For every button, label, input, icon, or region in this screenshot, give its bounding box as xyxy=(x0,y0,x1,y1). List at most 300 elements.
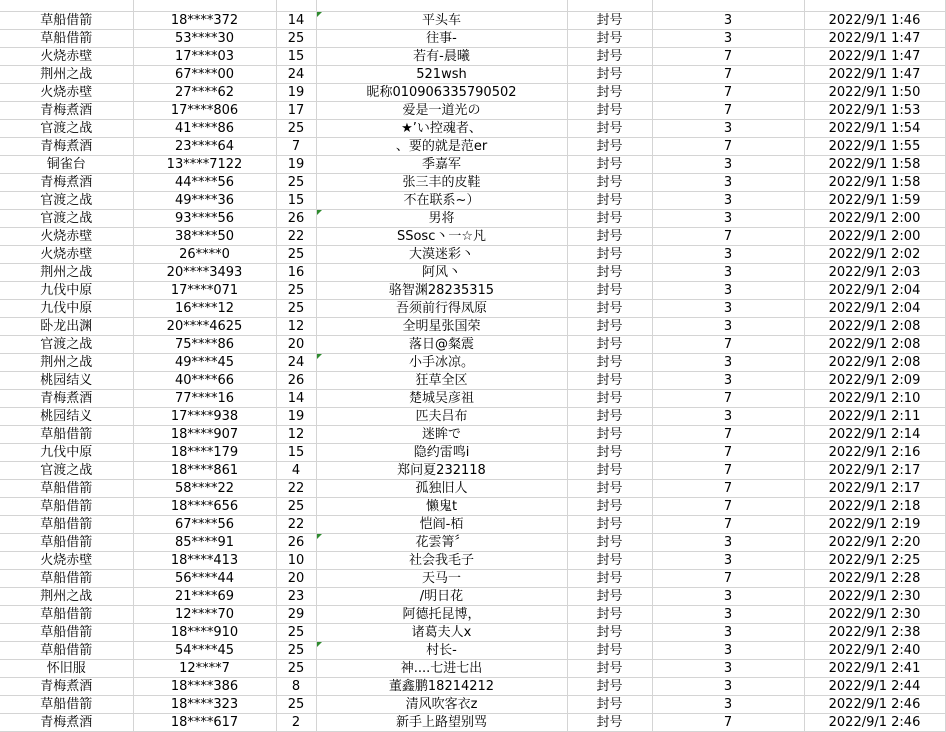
cell-level[interactable]: 15 xyxy=(276,48,316,66)
cell-timestamp[interactable]: 2022/9/1 2:40 xyxy=(804,642,945,660)
cell-phone-masked[interactable] xyxy=(133,0,276,12)
cell-nickname[interactable]: 小手冰凉。 xyxy=(316,354,567,372)
cell-server-area[interactable]: 草船借箭 xyxy=(0,534,133,552)
cell-ban-days[interactable]: 3 xyxy=(652,588,804,606)
cell-level[interactable]: 24 xyxy=(276,66,316,84)
cell-server-area[interactable]: 青梅煮酒 xyxy=(0,102,133,120)
cell-nickname[interactable]: /明日花 xyxy=(316,588,567,606)
cell-status[interactable]: 封号 xyxy=(567,642,652,660)
cell-phone-masked[interactable]: 77****16 xyxy=(133,390,276,408)
cell-nickname[interactable]: 张三丰的皮鞋 xyxy=(316,174,567,192)
cell-status[interactable]: 封号 xyxy=(567,228,652,246)
cell-server-area[interactable]: 青梅煮酒 xyxy=(0,138,133,156)
cell-ban-days[interactable]: 3 xyxy=(652,120,804,138)
cell-server-area[interactable]: 九伐中原 xyxy=(0,300,133,318)
cell-phone-masked[interactable]: 17****03 xyxy=(133,48,276,66)
cell-ban-days[interactable]: 7 xyxy=(652,516,804,534)
cell-status[interactable]: 封号 xyxy=(567,390,652,408)
cell-status[interactable]: 封号 xyxy=(567,660,652,678)
cell-ban-days[interactable]: 3 xyxy=(652,678,804,696)
cell-ban-days[interactable]: 7 xyxy=(652,462,804,480)
cell-ban-days[interactable]: 7 xyxy=(652,444,804,462)
cell-timestamp[interactable]: 2022/9/1 1:54 xyxy=(804,120,945,138)
cell-phone-masked[interactable]: 12****70 xyxy=(133,606,276,624)
table-row xyxy=(0,228,945,246)
cell-ban-days[interactable]: 3 xyxy=(652,246,804,264)
cell-status[interactable]: 封号 xyxy=(567,624,652,642)
cell-timestamp[interactable]: 2022/9/1 2:02 xyxy=(804,246,945,264)
cell-level[interactable]: 22 xyxy=(276,480,316,498)
cell-timestamp[interactable]: 2022/9/1 2:28 xyxy=(804,570,945,588)
cell-phone-masked[interactable]: 67****00 xyxy=(133,66,276,84)
cell-server-area[interactable]: 火烧赤壁 xyxy=(0,246,133,264)
cell-status[interactable]: 封号 xyxy=(567,30,652,48)
cell-level[interactable]: 25 xyxy=(276,30,316,48)
cell-status[interactable]: 封号 xyxy=(567,498,652,516)
cell-server-area[interactable]: 荆州之战 xyxy=(0,588,133,606)
cell-server-area[interactable]: 草船借箭 xyxy=(0,498,133,516)
cell-timestamp[interactable]: 2022/9/1 2:25 xyxy=(804,552,945,570)
cell-timestamp[interactable]: 2022/9/1 2:00 xyxy=(804,228,945,246)
cell-level[interactable]: 12 xyxy=(276,318,316,336)
cell-ban-days[interactable]: 7 xyxy=(652,498,804,516)
cell-level[interactable]: 19 xyxy=(276,84,316,102)
cell-phone-masked[interactable]: 23****64 xyxy=(133,138,276,156)
cell-nickname[interactable]: 天马一 xyxy=(316,570,567,588)
cell-nickname[interactable]: 懒鬼t xyxy=(316,498,567,516)
cell-nickname[interactable]: 诸葛夫人x xyxy=(316,624,567,642)
cell-nickname[interactable]: 全明星张国荣 xyxy=(316,318,567,336)
cell-server-area[interactable]: 铜雀台 xyxy=(0,156,133,174)
cell-phone-masked[interactable]: 17****938 xyxy=(133,408,276,426)
cell-ban-days[interactable]: 7 xyxy=(652,66,804,84)
cell-timestamp[interactable]: 2022/9/1 2:38 xyxy=(804,624,945,642)
cell-nickname[interactable]: 阿风丶 xyxy=(316,264,567,282)
cell-ban-days[interactable]: 3 xyxy=(652,156,804,174)
cell-nickname[interactable]: 匹夫吕布 xyxy=(316,408,567,426)
cell-phone-masked[interactable]: 44****56 xyxy=(133,174,276,192)
cell-timestamp[interactable]: 2022/9/1 1:53 xyxy=(804,102,945,120)
cell-nickname[interactable]: 孤独旧人 xyxy=(316,480,567,498)
cell-timestamp[interactable]: 2022/9/1 2:46 xyxy=(804,714,945,732)
cell-phone-masked[interactable]: 18****656 xyxy=(133,498,276,516)
cell-timestamp[interactable]: 2022/9/1 2:11 xyxy=(804,408,945,426)
cell-timestamp[interactable]: 2022/9/1 1:47 xyxy=(804,30,945,48)
cell-server-area[interactable]: 荆州之战 xyxy=(0,66,133,84)
cell-status[interactable]: 封号 xyxy=(567,588,652,606)
cell-status[interactable]: 封号 xyxy=(567,678,652,696)
cell-level[interactable]: 14 xyxy=(276,12,316,30)
cell-ban-days[interactable]: 7 xyxy=(652,426,804,444)
cell-nickname[interactable]: 吾须前行得凤原 xyxy=(316,300,567,318)
cell-server-area[interactable]: 青梅煮酒 xyxy=(0,174,133,192)
cell-level[interactable]: 25 xyxy=(276,624,316,642)
cell-status[interactable]: 封号 xyxy=(567,696,652,714)
cell-phone-masked[interactable]: 13****7122 xyxy=(133,156,276,174)
cell-timestamp[interactable]: 2022/9/1 2:44 xyxy=(804,678,945,696)
cell-timestamp[interactable]: 2022/9/1 2:30 xyxy=(804,606,945,624)
cell-timestamp[interactable]: 2022/9/1 1:58 xyxy=(804,174,945,192)
cell-ban-days[interactable]: 3 xyxy=(652,660,804,678)
cell-timestamp[interactable]: 2022/9/1 1:59 xyxy=(804,192,945,210)
cell-server-area[interactable]: 官渡之战 xyxy=(0,336,133,354)
cell-phone-masked[interactable]: 54****45 xyxy=(133,642,276,660)
table-row xyxy=(0,660,945,678)
cell-level[interactable]: 8 xyxy=(276,678,316,696)
cell-status[interactable]: 封号 xyxy=(567,516,652,534)
cell-server-area[interactable]: 草船借箭 xyxy=(0,606,133,624)
cell-ban-days[interactable]: 3 xyxy=(652,552,804,570)
cell-timestamp[interactable]: 2022/9/1 2:20 xyxy=(804,534,945,552)
cell-server-area[interactable] xyxy=(0,0,133,12)
cell-phone-masked[interactable]: 18****861 xyxy=(133,462,276,480)
cell-phone-masked[interactable]: 18****386 xyxy=(133,678,276,696)
cell-status[interactable]: 封号 xyxy=(567,264,652,282)
table-row xyxy=(0,0,945,12)
cell-nickname[interactable]: 新手上路望别骂 xyxy=(316,714,567,732)
cell-level[interactable]: 25 xyxy=(276,498,316,516)
cell-nickname[interactable]: 落日@粲震 xyxy=(316,336,567,354)
cell-status[interactable]: 封号 xyxy=(567,174,652,192)
cell-phone-masked[interactable]: 21****69 xyxy=(133,588,276,606)
cell-timestamp[interactable]: 2022/9/1 2:04 xyxy=(804,300,945,318)
cell-nickname[interactable]: 楚城吴彦祖 xyxy=(316,390,567,408)
table-row xyxy=(0,210,945,228)
cell-server-area[interactable]: 草船借箭 xyxy=(0,516,133,534)
cell-level[interactable]: 20 xyxy=(276,570,316,588)
cell-server-area[interactable]: 草船借箭 xyxy=(0,426,133,444)
cell-status[interactable]: 封号 xyxy=(567,426,652,444)
cell-nickname[interactable]: 季嘉军 xyxy=(316,156,567,174)
cell-status[interactable]: 封号 xyxy=(567,282,652,300)
cell-phone-masked[interactable]: 38****50 xyxy=(133,228,276,246)
cell-timestamp[interactable]: 2022/9/1 2:04 xyxy=(804,282,945,300)
cell-level[interactable]: 25 xyxy=(276,660,316,678)
cell-nickname[interactable]: ★’い控魂者、 xyxy=(316,120,567,138)
cell-status[interactable]: 封号 xyxy=(567,12,652,30)
cell-timestamp[interactable] xyxy=(804,0,945,12)
cell-ban-days[interactable]: 3 xyxy=(652,642,804,660)
cell-level[interactable]: 19 xyxy=(276,156,316,174)
cell-status[interactable]: 封号 xyxy=(567,246,652,264)
cell-level[interactable]: 25 xyxy=(276,300,316,318)
cell-nickname[interactable]: 不在联系~） xyxy=(316,192,567,210)
cell-status[interactable]: 封号 xyxy=(567,354,652,372)
cell-server-area[interactable]: 草船借箭 xyxy=(0,570,133,588)
cell-status[interactable]: 封号 xyxy=(567,408,652,426)
cell-phone-masked[interactable]: 18****910 xyxy=(133,624,276,642)
cell-server-area[interactable]: 官渡之战 xyxy=(0,462,133,480)
cell-phone-masked[interactable]: 27****62 xyxy=(133,84,276,102)
cell-server-area[interactable]: 草船借箭 xyxy=(0,642,133,660)
cell-status[interactable]: 封号 xyxy=(567,552,652,570)
cell-server-area[interactable]: 九伐中原 xyxy=(0,444,133,462)
cell-nickname[interactable]: 521wsh xyxy=(316,66,567,84)
cell-timestamp[interactable]: 2022/9/1 1:58 xyxy=(804,156,945,174)
cell-phone-masked[interactable]: 18****372 xyxy=(133,12,276,30)
cell-nickname[interactable]: 清风吹客衣z xyxy=(316,696,567,714)
cell-status[interactable]: 封号 xyxy=(567,336,652,354)
cell-timestamp[interactable]: 2022/9/1 1:47 xyxy=(804,48,945,66)
cell-nickname[interactable]: 恺阎-栢 xyxy=(316,516,567,534)
cell-timestamp[interactable]: 2022/9/1 2:17 xyxy=(804,480,945,498)
cell-ban-days[interactable]: 3 xyxy=(652,264,804,282)
cell-timestamp[interactable]: 2022/9/1 2:14 xyxy=(804,426,945,444)
table-row xyxy=(0,174,945,192)
cell-server-area[interactable]: 桃园结义 xyxy=(0,408,133,426)
cell-nickname[interactable]: 骆智渊28235315 xyxy=(316,282,567,300)
cell-server-area[interactable]: 怀旧服 xyxy=(0,660,133,678)
cell-status[interactable]: 封号 xyxy=(567,156,652,174)
cell-nickname[interactable]: 若有-晨曦 xyxy=(316,48,567,66)
cell-phone-masked[interactable]: 85****91 xyxy=(133,534,276,552)
cell-phone-masked[interactable]: 18****179 xyxy=(133,444,276,462)
cell-status[interactable]: 封号 xyxy=(567,714,652,732)
cell-ban-days[interactable]: 3 xyxy=(652,192,804,210)
cell-status[interactable]: 封号 xyxy=(567,102,652,120)
cell-status[interactable]: 封号 xyxy=(567,444,652,462)
cell-phone-masked[interactable]: 18****907 xyxy=(133,426,276,444)
cell-ban-days[interactable]: 7 xyxy=(652,228,804,246)
cell-level[interactable]: 16 xyxy=(276,264,316,282)
cell-status[interactable]: 封号 xyxy=(567,84,652,102)
cell-server-area[interactable]: 荆州之战 xyxy=(0,354,133,372)
cell-phone-masked[interactable]: 56****44 xyxy=(133,570,276,588)
cell-ban-days[interactable]: 7 xyxy=(652,390,804,408)
cell-ban-days[interactable]: 7 xyxy=(652,570,804,588)
cell-ban-days[interactable]: 3 xyxy=(652,300,804,318)
cell-timestamp[interactable]: 2022/9/1 2:16 xyxy=(804,444,945,462)
cell-ban-days[interactable]: 7 xyxy=(652,138,804,156)
cell-nickname[interactable]: 董鑫鹏18214212 xyxy=(316,678,567,696)
cell-nickname[interactable]: 村长- xyxy=(316,642,567,660)
cell-level[interactable]: 4 xyxy=(276,462,316,480)
cell-level[interactable]: 10 xyxy=(276,552,316,570)
cell-ban-days[interactable]: 7 xyxy=(652,336,804,354)
cell-timestamp[interactable]: 2022/9/1 2:30 xyxy=(804,588,945,606)
cell-nickname[interactable]: 爱是一道光の xyxy=(316,102,567,120)
cell-level[interactable]: 20 xyxy=(276,336,316,354)
cell-timestamp[interactable]: 2022/9/1 2:09 xyxy=(804,372,945,390)
cell-ban-days[interactable]: 3 xyxy=(652,696,804,714)
cell-timestamp[interactable]: 2022/9/1 2:08 xyxy=(804,354,945,372)
cell-phone-masked[interactable]: 18****617 xyxy=(133,714,276,732)
cell-level[interactable]: 29 xyxy=(276,606,316,624)
cell-phone-masked[interactable]: 20****4625 xyxy=(133,318,276,336)
cell-level[interactable]: 12 xyxy=(276,426,316,444)
cell-ban-days[interactable]: 3 xyxy=(652,354,804,372)
cell-level[interactable]: 2 xyxy=(276,714,316,732)
cell-ban-days[interactable]: 3 xyxy=(652,318,804,336)
cell-server-area[interactable]: 官渡之战 xyxy=(0,210,133,228)
cell-server-area[interactable]: 官渡之战 xyxy=(0,192,133,210)
cell-ban-days[interactable] xyxy=(652,0,804,12)
cell-timestamp[interactable]: 2022/9/1 2:08 xyxy=(804,336,945,354)
cell-timestamp[interactable]: 2022/9/1 2:17 xyxy=(804,462,945,480)
cell-nickname[interactable]: 郑问夏232118 xyxy=(316,462,567,480)
cell-phone-masked[interactable]: 18****413 xyxy=(133,552,276,570)
cell-ban-days[interactable]: 3 xyxy=(652,12,804,30)
cell-nickname[interactable]: 男将 xyxy=(316,210,567,228)
cell-ban-days[interactable]: 3 xyxy=(652,408,804,426)
cell-phone-masked[interactable]: 67****56 xyxy=(133,516,276,534)
cell-nickname[interactable]: 狂草全区 xyxy=(316,372,567,390)
cell-timestamp[interactable]: 2022/9/1 2:19 xyxy=(804,516,945,534)
cell-phone-masked[interactable]: 26****0 xyxy=(133,246,276,264)
cell-phone-masked[interactable]: 17****806 xyxy=(133,102,276,120)
cell-status[interactable]: 封号 xyxy=(567,48,652,66)
cell-server-area[interactable]: 火烧赤壁 xyxy=(0,84,133,102)
cell-level[interactable]: 24 xyxy=(276,354,316,372)
cell-level[interactable]: 26 xyxy=(276,534,316,552)
cell-ban-days[interactable]: 3 xyxy=(652,282,804,300)
cell-status[interactable]: 封号 xyxy=(567,570,652,588)
cell-nickname[interactable]: 往事- xyxy=(316,30,567,48)
cell-level[interactable]: 7 xyxy=(276,138,316,156)
cell-server-area[interactable]: 卧龙出渊 xyxy=(0,318,133,336)
cell-level[interactable]: 25 xyxy=(276,174,316,192)
cell-nickname[interactable]: 迷眸で xyxy=(316,426,567,444)
cell-nickname[interactable]: 昵称010906335790502 xyxy=(316,84,567,102)
cell-server-area[interactable]: 草船借箭 xyxy=(0,696,133,714)
cell-status[interactable]: 封号 xyxy=(567,372,652,390)
cell-ban-days[interactable]: 7 xyxy=(652,48,804,66)
cell-server-area[interactable]: 草船借箭 xyxy=(0,480,133,498)
cell-server-area[interactable]: 青梅煮酒 xyxy=(0,390,133,408)
cell-phone-masked[interactable]: 58****22 xyxy=(133,480,276,498)
cell-nickname[interactable]: 大漠迷彩丶 xyxy=(316,246,567,264)
cell-phone-masked[interactable]: 12****7 xyxy=(133,660,276,678)
cell-phone-masked[interactable]: 53****30 xyxy=(133,30,276,48)
cell-level[interactable]: 14 xyxy=(276,390,316,408)
cell-ban-days[interactable]: 7 xyxy=(652,480,804,498)
table-row xyxy=(0,588,945,606)
cell-timestamp[interactable]: 2022/9/1 2:46 xyxy=(804,696,945,714)
cell-ban-days[interactable]: 7 xyxy=(652,714,804,732)
cell-timestamp[interactable]: 2022/9/1 2:41 xyxy=(804,660,945,678)
cell-level[interactable]: 25 xyxy=(276,642,316,660)
cell-server-area[interactable]: 草船借箭 xyxy=(0,12,133,30)
cell-level[interactable]: 25 xyxy=(276,696,316,714)
cell-status[interactable]: 封号 xyxy=(567,138,652,156)
cell-phone-masked[interactable]: 49****36 xyxy=(133,192,276,210)
cell-status[interactable]: 封号 xyxy=(567,318,652,336)
cell-status[interactable] xyxy=(567,0,652,12)
cell-status[interactable]: 封号 xyxy=(567,534,652,552)
cell-nickname[interactable] xyxy=(316,0,567,12)
cell-level[interactable]: 25 xyxy=(276,246,316,264)
cell-nickname[interactable]: 隐约雷鸣i xyxy=(316,444,567,462)
cell-phone-masked[interactable]: 20****3493 xyxy=(133,264,276,282)
table-row xyxy=(0,120,945,138)
cell-level[interactable] xyxy=(276,0,316,12)
cell-server-area[interactable]: 官渡之战 xyxy=(0,120,133,138)
cell-level[interactable]: 22 xyxy=(276,228,316,246)
cell-phone-masked[interactable]: 75****86 xyxy=(133,336,276,354)
cell-ban-days[interactable]: 3 xyxy=(652,372,804,390)
table-row xyxy=(0,552,945,570)
table-row xyxy=(0,714,945,732)
cell-timestamp[interactable]: 2022/9/1 1:50 xyxy=(804,84,945,102)
cell-server-area[interactable]: 火烧赤壁 xyxy=(0,48,133,66)
cell-status[interactable]: 封号 xyxy=(567,462,652,480)
cell-ban-days[interactable]: 3 xyxy=(652,534,804,552)
cell-phone-masked[interactable]: 18****323 xyxy=(133,696,276,714)
cell-level[interactable]: 15 xyxy=(276,192,316,210)
cell-status[interactable]: 封号 xyxy=(567,606,652,624)
cell-status[interactable]: 封号 xyxy=(567,300,652,318)
cell-nickname[interactable]: 平头车 xyxy=(316,12,567,30)
cell-ban-days[interactable]: 3 xyxy=(652,210,804,228)
table-row xyxy=(0,156,945,174)
cell-server-area[interactable]: 火烧赤壁 xyxy=(0,228,133,246)
table-row xyxy=(0,336,945,354)
cell-level[interactable]: 17 xyxy=(276,102,316,120)
cell-status[interactable]: 封号 xyxy=(567,210,652,228)
cell-level[interactable]: 19 xyxy=(276,408,316,426)
cell-ban-days[interactable]: 3 xyxy=(652,174,804,192)
cell-level[interactable]: 26 xyxy=(276,372,316,390)
cell-nickname[interactable]: 阿德托昆博， xyxy=(316,606,567,624)
cell-status[interactable]: 封号 xyxy=(567,66,652,84)
cell-level[interactable]: 25 xyxy=(276,282,316,300)
cell-level[interactable]: 22 xyxy=(276,516,316,534)
table-row xyxy=(0,282,945,300)
cell-timestamp[interactable]: 2022/9/1 1:47 xyxy=(804,66,945,84)
cell-phone-masked[interactable]: 41****86 xyxy=(133,120,276,138)
cell-phone-masked[interactable]: 17****071 xyxy=(133,282,276,300)
cell-phone-masked[interactable]: 49****45 xyxy=(133,354,276,372)
cell-phone-masked[interactable]: 93****56 xyxy=(133,210,276,228)
cell-timestamp[interactable]: 2022/9/1 2:08 xyxy=(804,318,945,336)
cell-ban-days[interactable]: 7 xyxy=(652,84,804,102)
cell-timestamp[interactable]: 2022/9/1 2:03 xyxy=(804,264,945,282)
cell-server-area[interactable]: 荆州之战 xyxy=(0,264,133,282)
cell-ban-days[interactable]: 7 xyxy=(652,102,804,120)
cell-level[interactable]: 26 xyxy=(276,210,316,228)
cell-server-area[interactable]: 青梅煮酒 xyxy=(0,714,133,732)
cell-nickname[interactable]: 社会我毛子 xyxy=(316,552,567,570)
cell-server-area[interactable]: 九伐中原 xyxy=(0,282,133,300)
cell-status[interactable]: 封号 xyxy=(567,480,652,498)
cell-server-area[interactable]: 草船借箭 xyxy=(0,30,133,48)
cell-level[interactable]: 25 xyxy=(276,120,316,138)
cell-phone-masked[interactable]: 40****66 xyxy=(133,372,276,390)
cell-level[interactable]: 23 xyxy=(276,588,316,606)
cell-server-area[interactable]: 桃园结义 xyxy=(0,372,133,390)
cell-timestamp[interactable]: 2022/9/1 2:10 xyxy=(804,390,945,408)
cell-timestamp[interactable]: 2022/9/1 1:46 xyxy=(804,12,945,30)
cell-nickname[interactable]: SSosc丶一☆凡 xyxy=(316,228,567,246)
cell-server-area[interactable]: 草船借箭 xyxy=(0,624,133,642)
cell-nickname[interactable]: 、要的就是范er xyxy=(316,138,567,156)
cell-status[interactable]: 封号 xyxy=(567,120,652,138)
cell-level[interactable]: 15 xyxy=(276,444,316,462)
cell-server-area[interactable]: 火烧赤壁 xyxy=(0,552,133,570)
cell-timestamp[interactable]: 2022/9/1 2:18 xyxy=(804,498,945,516)
cell-timestamp[interactable]: 2022/9/1 2:00 xyxy=(804,210,945,228)
cell-ban-days[interactable]: 3 xyxy=(652,30,804,48)
cell-ban-days[interactable]: 3 xyxy=(652,624,804,642)
cell-phone-masked[interactable]: 16****12 xyxy=(133,300,276,318)
cell-server-area[interactable]: 青梅煮酒 xyxy=(0,678,133,696)
cell-status[interactable]: 封号 xyxy=(567,192,652,210)
cell-nickname[interactable]: 神....七进七出 xyxy=(316,660,567,678)
cell-timestamp[interactable]: 2022/9/1 1:55 xyxy=(804,138,945,156)
cell-ban-days[interactable]: 3 xyxy=(652,606,804,624)
cell-nickname[interactable]: 花雲箐〞 xyxy=(316,534,567,552)
table-row xyxy=(0,246,945,264)
